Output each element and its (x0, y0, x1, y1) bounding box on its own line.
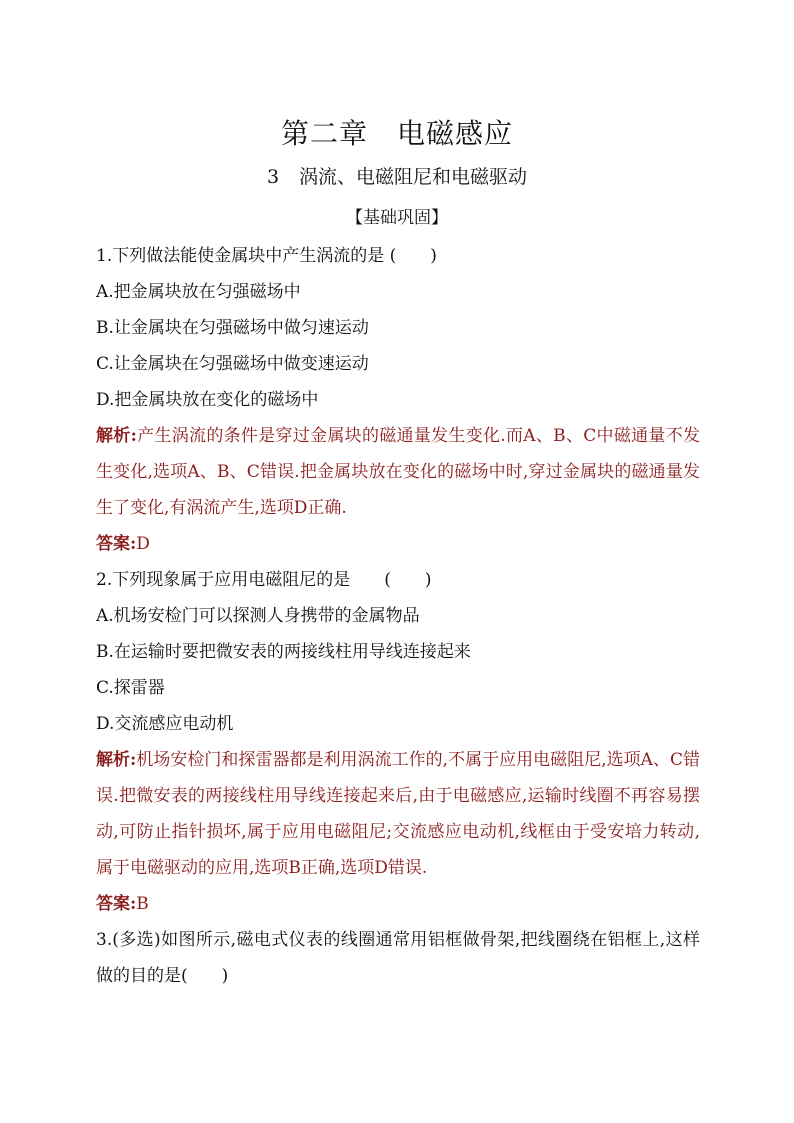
option-c: C.探雷器 (96, 678, 165, 698)
chapter-title: 第二章 电磁感应 (280, 117, 513, 150)
question-stem: 1.下列做法能使金属块中产生涡流的是 ( ) (96, 246, 437, 266)
question-2 (96, 562, 700, 922)
option-a: A.把金属块放在匀强磁场中 (96, 282, 301, 302)
question-stem: 2.下列现象属于应用电磁阻尼的是 ( ) (96, 570, 432, 590)
section-title (0, 162, 794, 189)
analysis-text: 机场安检门和探雷器都是利用涡流工作的,不属于应用电磁阻尼,选项A、C错误.把微安表的两接线柱用导线连接起来后,由于电磁感应,运输时线圈不再容易摆动,可防止指针损坏,属于应用电磁阻尼;交流感应电动机,线框由于受安培力转动,属于电磁驱动的应用,选项B正确,选项D错误. (96, 750, 700, 878)
answer-label: 答案: (96, 534, 137, 554)
analysis-label: 解析: (96, 426, 137, 446)
analysis (96, 418, 700, 526)
option-a: A.机场安检门可以探测人身携带的金属物品 (96, 606, 420, 626)
analysis (96, 742, 700, 886)
section-number: 3 (266, 166, 280, 188)
question-3 (96, 922, 700, 994)
option-b: B.在运输时要把微安表的两接线柱用导线连接起来 (96, 642, 471, 662)
answer-label: 答案: (96, 894, 137, 914)
answer (96, 886, 700, 922)
section-name: 涡流、电磁阻尼和电磁驱动 (299, 166, 528, 188)
answer (96, 526, 700, 562)
option-d: D.把金属块放在变化的磁场中 (96, 390, 319, 410)
question-stem: 3.(多选)如图所示,磁电式仪表的线圈通常用铝框做骨架,把线圈绕在铝框上,这样做的目的是( ) (96, 930, 700, 986)
option-b: B.让金属块在匀强磁场中做匀速运动 (96, 318, 369, 338)
question-1 (96, 238, 700, 562)
section-tag: 【基础巩固】 (346, 208, 448, 228)
question-list (96, 238, 700, 994)
analysis-text: 产生涡流的条件是穿过金属块的磁通量发生变化.而A、B、C中磁通量不发生变化,选项A、B、C错误.把金属块放在变化的磁场中时,穿过金属块的磁通量发生了变化,有涡流产生,选项D正确. (96, 426, 701, 518)
answer-value: B (136, 894, 149, 914)
option-d: D.交流感应电动机 (96, 714, 234, 734)
option-c: C.让金属块在匀强磁场中做变速运动 (96, 354, 369, 374)
answer-value: D (136, 534, 150, 554)
analysis-label: 解析: (96, 750, 137, 770)
